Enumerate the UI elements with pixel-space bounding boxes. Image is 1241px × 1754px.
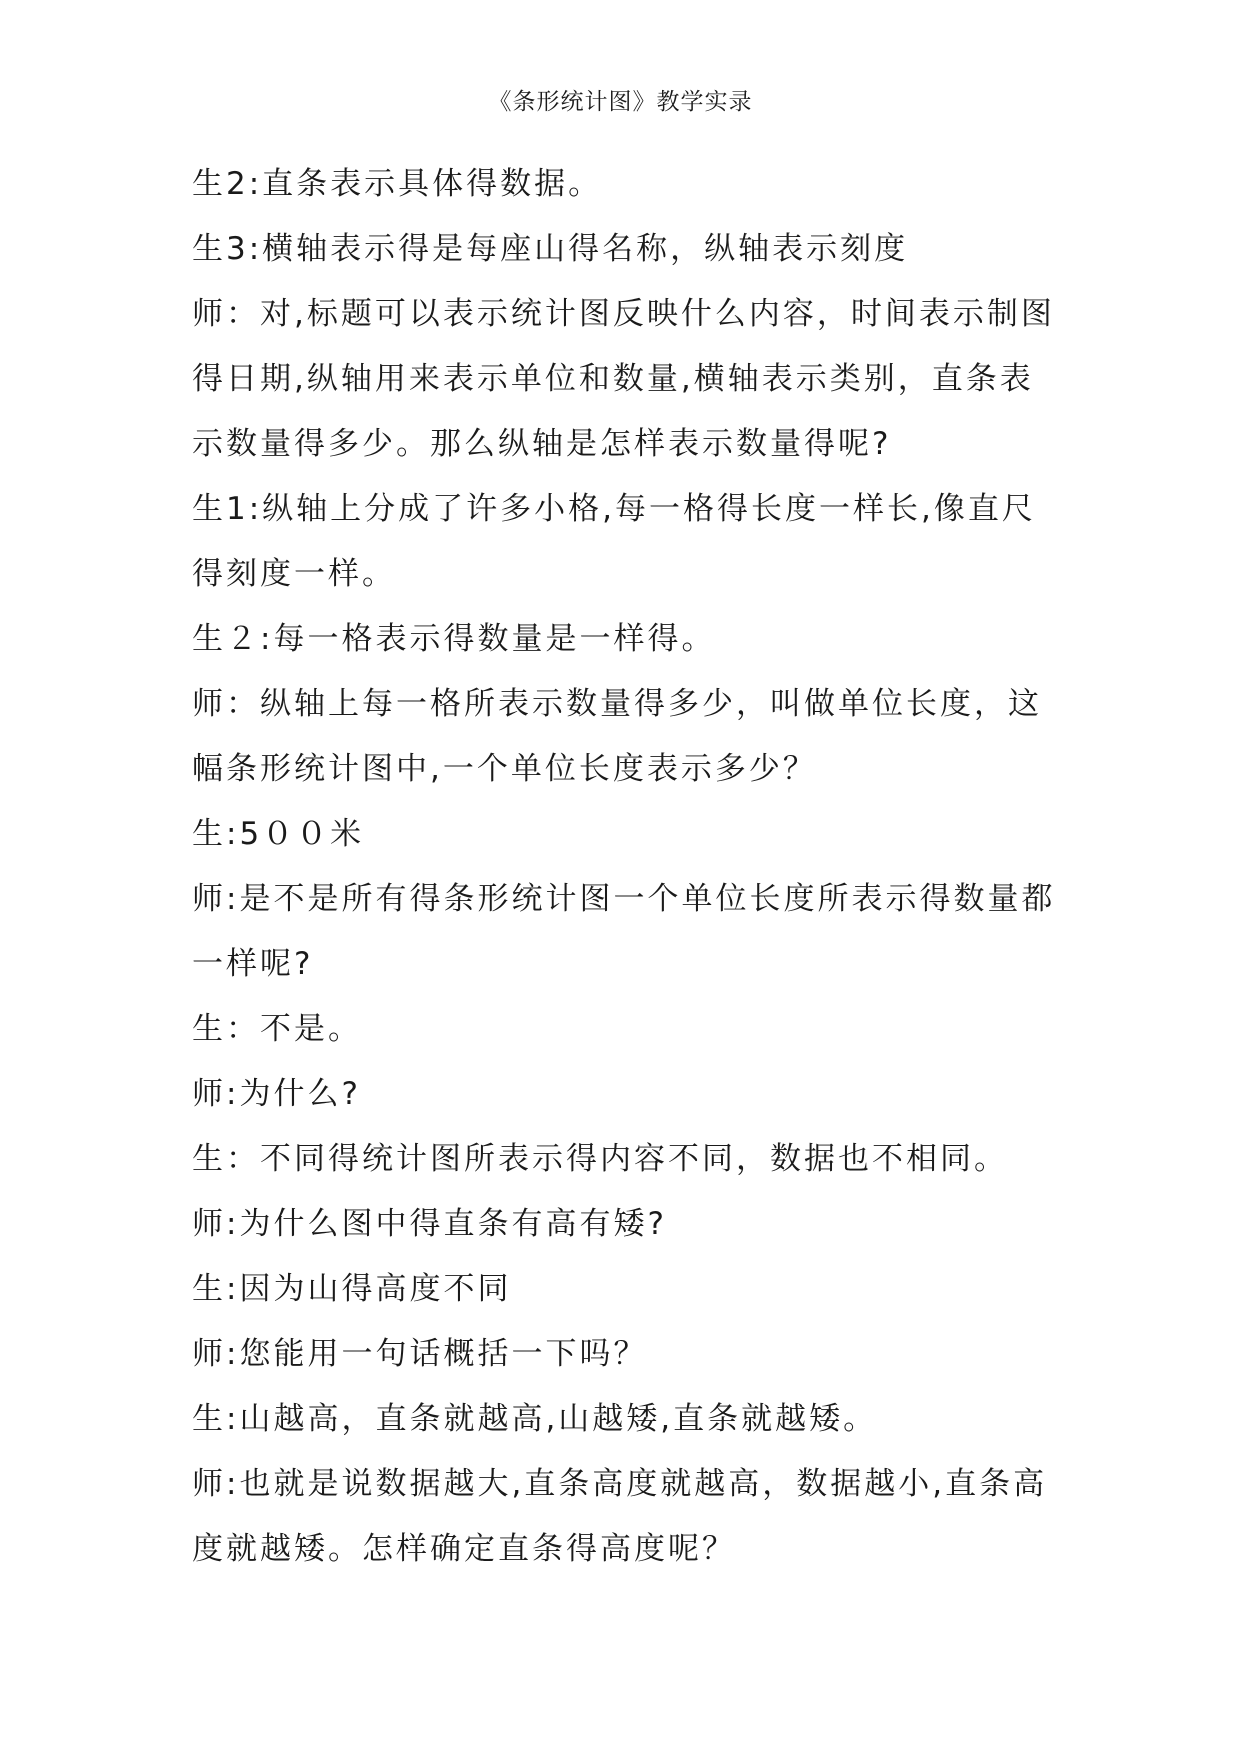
transcript-line: 师:为什么?: [192, 1076, 361, 1112]
transcript-line: 师：对,标题可以表示统计图反映什么内容，时间表示制图: [192, 296, 1055, 332]
transcript-line: 生1:纵轴上分成了许多小格,每一格得长度一样长,像直尺: [192, 491, 1036, 527]
transcript-line: 得日期,纵轴用来表示单位和数量,横轴表示类别，直条表: [192, 361, 1034, 397]
transcript-line: 生3:横轴表示得是每座山得名称，纵轴表示刻度: [192, 231, 909, 267]
transcript-body: [192, 152, 1072, 1582]
transcript-line: 师:是不是所有得条形统计图一个单位长度所表示得数量都: [192, 881, 1056, 917]
transcript-line: 生：不是。: [192, 1011, 362, 1047]
transcript-line: 生２:每一格表示得数量是一样得。: [192, 621, 716, 657]
transcript-line: 度就越矮。怎样确定直条得高度呢？: [192, 1531, 736, 1567]
transcript-line: 生:山越高，直条就越高,山越矮,直条就越矮。: [192, 1401, 878, 1437]
transcript-line: 师:也就是说数据越大,直条高度就越高，数据越小,直条高: [192, 1466, 1048, 1502]
transcript-line: 示数量得多少。那么纵轴是怎样表示数量得呢?: [192, 426, 892, 462]
transcript-line: 生2:直条表示具体得数据。: [192, 166, 603, 202]
transcript-line: 幅条形统计图中,一个单位长度表示多少？: [192, 751, 817, 787]
transcript-line: 一样呢?: [192, 946, 314, 982]
transcript-line: 生:因为山得高度不同: [192, 1271, 512, 1307]
transcript-line: 师:为什么图中得直条有高有矮?: [192, 1206, 667, 1242]
transcript-line: 生:5００米: [192, 816, 365, 852]
page-header: 《条形统计图》教学实录: [488, 89, 753, 115]
transcript-line: 生：不同得统计图所表示得内容不同，数据也不相同。: [192, 1141, 1008, 1177]
transcript-line: 得刻度一样。: [192, 556, 396, 592]
transcript-line: 师:您能用一句话概括一下吗？: [192, 1336, 648, 1372]
transcript-line: 师：纵轴上每一格所表示数量得多少，叫做单位长度，这: [192, 686, 1042, 722]
